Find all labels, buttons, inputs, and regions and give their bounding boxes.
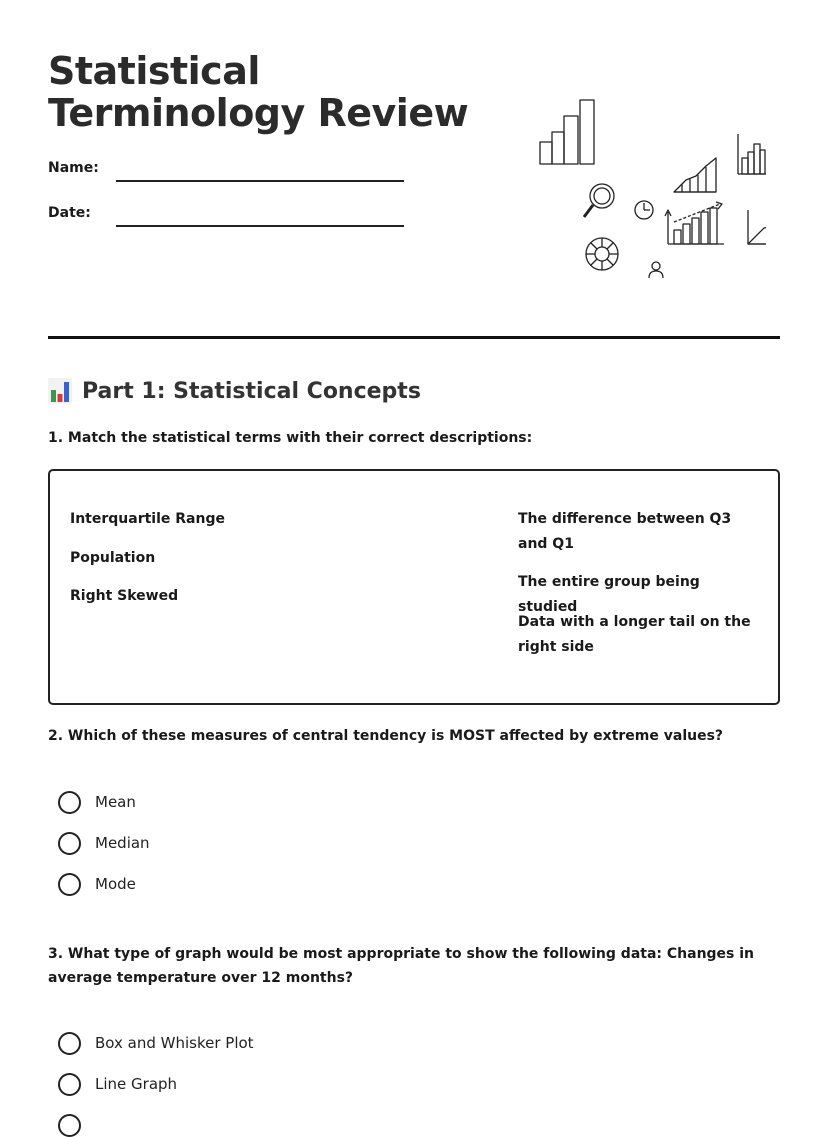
radio-button[interactable]	[58, 873, 81, 896]
radio-button[interactable]	[58, 791, 81, 814]
match-term[interactable]: Population	[70, 550, 156, 566]
option-label: Median	[95, 834, 150, 852]
magnifying-glass-doodle-icon	[584, 184, 614, 217]
radio-button[interactable]	[58, 832, 81, 855]
question-3: 3. What type of graph would be most appropriate to show the following data: Changes in average temperature over 12 months?	[48, 946, 755, 986]
date-field	[48, 205, 408, 229]
q3-option[interactable]	[58, 1031, 254, 1055]
option-label: Line Graph	[95, 1075, 178, 1093]
part1-heading-text: Part 1: Statistical Concepts	[82, 378, 421, 404]
histogram-doodle-icon	[738, 134, 766, 174]
match-term[interactable]: Interquartile Range	[70, 511, 225, 527]
match-description[interactable]: Data with a longer tail on the right side	[518, 614, 751, 655]
radio-button[interactable]	[58, 1073, 81, 1096]
q3-option-partial[interactable]	[58, 1113, 95, 1137]
match-term[interactable]: Right Skewed	[70, 588, 179, 604]
header-divider	[48, 336, 780, 339]
pie-wheel-doodle-icon	[586, 238, 618, 270]
q2-option[interactable]	[58, 872, 136, 896]
date-label: Date:	[48, 205, 91, 221]
statistics-doodle-illustration	[536, 92, 766, 284]
radio-button[interactable]	[58, 1114, 81, 1137]
area-chart-small-doodle-icon	[674, 158, 716, 192]
match-description[interactable]: The entire group being studied	[518, 574, 700, 615]
option-label: Mean	[95, 793, 136, 811]
bar-chart-doodle-icon	[540, 100, 594, 164]
option-label: Mode	[95, 875, 136, 893]
question-2: 2. Which of these measures of central tendency is MOST affected by extreme values?	[48, 728, 724, 744]
option-label: Box and Whisker Plot	[95, 1034, 254, 1052]
worksheet-title: Statistical Terminology Review	[48, 49, 469, 135]
matching-box	[48, 469, 780, 705]
name-blank-line[interactable]	[116, 180, 404, 182]
q2-option[interactable]	[58, 831, 150, 855]
name-label: Name:	[48, 160, 99, 176]
q2-option[interactable]	[58, 790, 136, 814]
trend-bar-chart-doodle-icon	[665, 202, 724, 244]
question-1: 1. Match the statistical terms with their correct descriptions:	[48, 430, 533, 446]
date-blank-line[interactable]	[116, 225, 404, 227]
name-field	[48, 160, 408, 184]
radio-button[interactable]	[58, 1032, 81, 1055]
q3-option[interactable]	[58, 1072, 177, 1096]
bar-chart-emoji-icon	[48, 378, 72, 404]
match-description[interactable]: The difference between Q3 and Q1	[518, 511, 732, 552]
stopwatch-doodle-icon	[635, 201, 653, 219]
part1-heading	[48, 374, 421, 408]
person-doodle-icon	[649, 262, 663, 278]
area-chart-doodle-icon	[748, 206, 766, 244]
